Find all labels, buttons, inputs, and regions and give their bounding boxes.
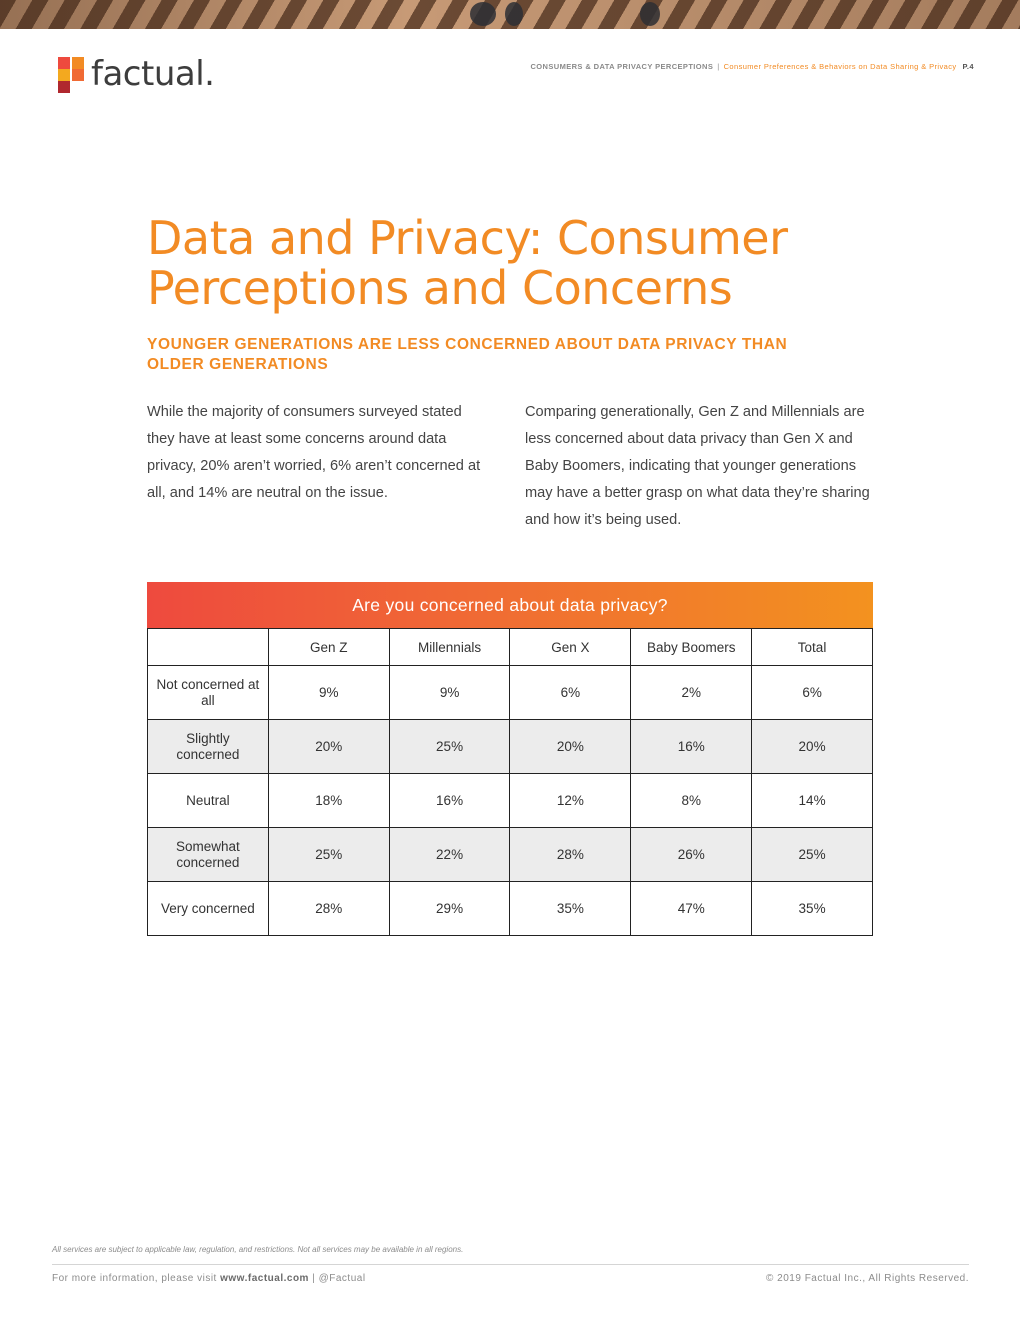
table-cell: 20% xyxy=(752,720,873,774)
table-cell: 25% xyxy=(389,720,510,774)
table-cell: 26% xyxy=(631,828,752,882)
table-cell: 25% xyxy=(752,828,873,882)
footer-contact xyxy=(52,1273,366,1284)
table-cell: 47% xyxy=(631,882,752,936)
table-cell: 14% xyxy=(752,774,873,828)
table-cell: 16% xyxy=(631,720,752,774)
table-cell: 35% xyxy=(752,882,873,936)
row-label: Very concerned xyxy=(148,882,269,936)
table-header-row xyxy=(148,629,873,666)
header-banner-photo xyxy=(0,0,1020,29)
photo-pedestrian xyxy=(640,2,660,26)
data-table xyxy=(147,628,873,936)
table-cell: 20% xyxy=(510,720,631,774)
table-cell: 20% xyxy=(268,720,389,774)
column-header-gen-x: Gen X xyxy=(510,629,631,666)
table-cell: 25% xyxy=(268,828,389,882)
table-cell: 2% xyxy=(631,666,752,720)
row-label: Not concerned at all xyxy=(148,666,269,720)
table-cell: 35% xyxy=(510,882,631,936)
photo-pedestrian xyxy=(470,2,496,26)
table-cell: 9% xyxy=(268,666,389,720)
logo-mark-icon xyxy=(58,57,86,93)
photo-pedestrian xyxy=(505,2,523,26)
intro-paragraph-left: While the majority of consumers surveyed stated they have at least some concerns around data privacy, 20% aren’t worried, 6% aren’t concerned at all, and 14% are neutral on the issue. xyxy=(147,404,481,501)
privacy-concern-table xyxy=(147,582,873,936)
row-label: Somewhat concerned xyxy=(148,828,269,882)
page-subtitle: YOUNGER GENERATIONS ARE LESS CONCERNED ABOUT DATA PRIVACY THAN OLDER GENERATIONS xyxy=(147,336,788,373)
table-cell: 22% xyxy=(389,828,510,882)
header-document-title: Consumer Preferences & Behaviors on Data Sharing & Privacy xyxy=(723,62,957,71)
table-row xyxy=(148,720,873,774)
footer-info-text: For more information, please visit xyxy=(52,1273,221,1284)
website-link[interactable]: www.factual.com xyxy=(220,1273,309,1284)
table-cell: 18% xyxy=(268,774,389,828)
header-separator: | xyxy=(717,62,720,71)
legal-disclaimer: All services are subject to applicable law, regulation, and restrictions. Not all services may be available in all regions. xyxy=(52,1245,464,1254)
table-cell: 28% xyxy=(268,882,389,936)
table-row xyxy=(148,666,873,720)
logo-wordmark: factual. xyxy=(91,54,215,94)
table-cell: 8% xyxy=(631,774,752,828)
table-cell: 6% xyxy=(752,666,873,720)
table-cell: 29% xyxy=(389,882,510,936)
copyright: © 2019 Factual Inc., All Rights Reserved. xyxy=(766,1273,969,1284)
table-row xyxy=(148,882,873,936)
footer-divider xyxy=(52,1264,969,1265)
column-header-total: Total xyxy=(752,629,873,666)
page-title: Data and Privacy: Consumer Perceptions and Concerns xyxy=(147,211,788,315)
column-header-baby-boomers: Baby Boomers xyxy=(631,629,752,666)
header-section: CONSUMERS & DATA PRIVACY PERCEPTIONS xyxy=(530,62,714,71)
row-label: Slightly concerned xyxy=(148,720,269,774)
column-header-millennials: Millennials xyxy=(389,629,510,666)
social-handle: | @Factual xyxy=(308,1273,366,1284)
page-number: P.4 xyxy=(962,62,974,71)
table-cell: 6% xyxy=(510,666,631,720)
table-cell: 28% xyxy=(510,828,631,882)
table-cell: 12% xyxy=(510,774,631,828)
row-label: Neutral xyxy=(148,774,269,828)
intro-paragraph-right: Comparing generationally, Gen Z and Millennials are less concerned about data privacy than Gen X and Baby Boomers, indicating that younger generations may have a better grasp on what data they’re sharing and how it’s being used. xyxy=(525,404,870,528)
table-row xyxy=(148,828,873,882)
running-header xyxy=(530,62,974,71)
table-title: Are you concerned about data privacy? xyxy=(147,582,873,628)
table-cell: 9% xyxy=(389,666,510,720)
column-header-blank xyxy=(148,629,269,666)
table-row xyxy=(148,774,873,828)
column-header-gen-z: Gen Z xyxy=(268,629,389,666)
table-cell: 16% xyxy=(389,774,510,828)
